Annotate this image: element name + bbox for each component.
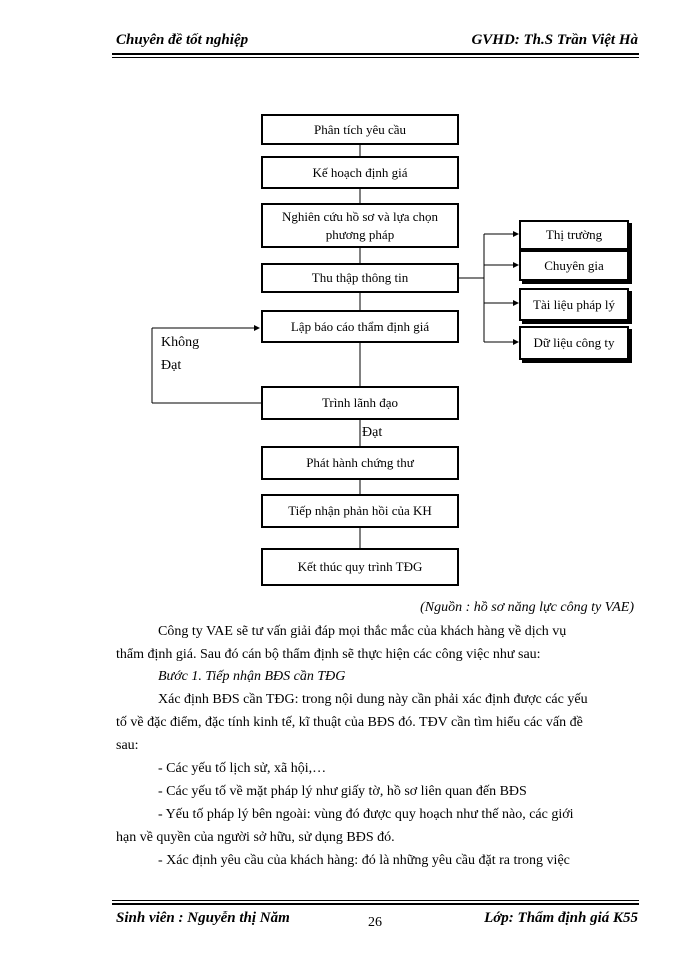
body-line-4: tố về đặc điểm, đặc tính kinh tế, kĩ thuật của BĐS đó. TĐV cần tìm hiểu các vấn đề	[116, 715, 583, 730]
step-receive-feedback: Tiếp nhận phản hồi của KH	[261, 494, 459, 528]
label-not-pass-2: Đạt	[161, 358, 182, 373]
footer-right: Lớp: Thẩm định giá K55	[484, 910, 638, 926]
source-legal-docs: Tài liệu pháp lý	[519, 288, 629, 321]
step-prepare-report: Lập báo cáo thẩm định giá	[261, 310, 459, 343]
body-line-6: hạn về quyền của người sở hữu, sử dụng BĐS đó.	[116, 830, 395, 845]
body-line-3: Xác định BĐS cần TĐG: trong nội dung này cần phải xác định được các yếu	[158, 692, 588, 707]
footer-rule-thin	[112, 900, 639, 901]
source-expert: Chuyên gia	[519, 250, 629, 281]
footer-rule-thick	[112, 903, 639, 905]
bullet-customer-req: - Xác định yêu cầu của khách hàng: đó là những yêu cầu đặt ra trong việc	[158, 853, 570, 868]
page-number: 26	[368, 915, 382, 930]
footer-left: Sinh viên : Nguyễn thị Năm	[116, 910, 290, 926]
body-line-2: thẩm định giá. Sau đó cán bộ thẩm định sẽ thực hiện các công việc như sau:	[116, 647, 541, 662]
step-issue-certificate: Phát hành chứng thư	[261, 446, 459, 480]
step-valuation-plan: Kế hoạch định giá	[261, 156, 459, 189]
step-end-process: Kết thúc quy trình TĐG	[261, 548, 459, 586]
source-company-data: Dữ liệu công ty	[519, 326, 629, 360]
header-left: Chuyên đề tốt nghiệp	[116, 32, 249, 48]
body-line-1: Công ty VAE sẽ tư vấn giải đáp mọi thắc mắc của khách hàng về dịch vụ	[158, 624, 567, 639]
source-note: (Nguồn : hồ sơ năng lực công ty VAE)	[420, 600, 634, 615]
label-not-pass: Không	[161, 335, 200, 350]
step-submit-leader: Trình lãnh đạo	[261, 386, 459, 420]
bullet-external-legal: - Yếu tố pháp lý bên ngoài: vùng đó được quy hoạch như thế nào, các giới	[158, 807, 574, 822]
source-market: Thị trường	[519, 220, 629, 250]
bullet-legal: - Các yếu tố về mặt pháp lý như giấy tờ, hồ sơ liên quan đến BĐS	[158, 784, 527, 799]
step-analyze-request: Phân tích yêu cầu	[261, 114, 459, 145]
step-heading: Bước 1. Tiếp nhận BĐS cần TĐG	[158, 669, 346, 684]
bullet-history: - Các yếu tố lịch sử, xã hội,…	[158, 761, 327, 776]
step-research-method: Nghiên cứu hồ sơ và lựa chọn phương pháp	[261, 203, 459, 248]
header-right: GVHD: Th.S Trần Việt Hà	[471, 32, 638, 48]
step-collect-info: Thu thập thông tin	[261, 263, 459, 293]
body-line-5: sau:	[116, 738, 139, 753]
label-pass: Đạt	[362, 425, 383, 440]
